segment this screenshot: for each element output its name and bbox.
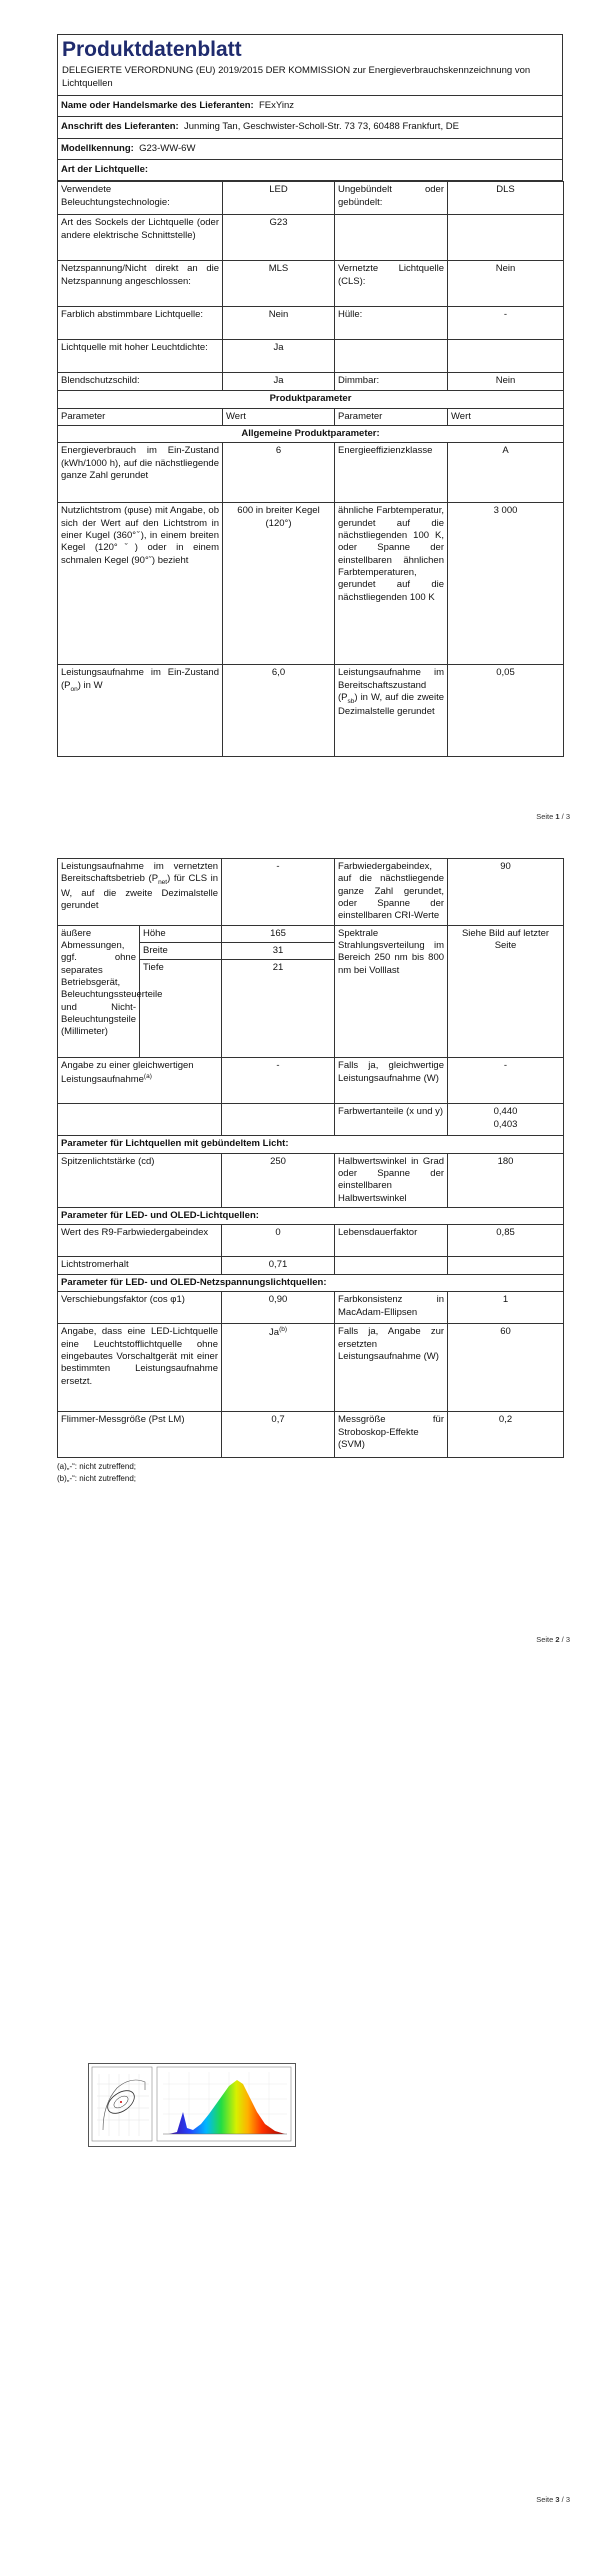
- supplier-name-value: FExYinz: [259, 99, 295, 111]
- supplier-address-label: Anschrift des Lieferanten:: [61, 121, 179, 133]
- page-number: Seite 2 / 3: [536, 1635, 570, 1644]
- lightsource-label: Art des Sockels der Lichtquelle (oder andere elektrische Schnittstelle): [58, 215, 223, 261]
- equiv-power-value: -: [448, 1058, 564, 1104]
- cri-value: 90: [448, 859, 564, 926]
- param-row: [58, 1153, 564, 1207]
- col-param-header: Parameter: [335, 408, 448, 425]
- param-row: [58, 1412, 564, 1458]
- lightsource-label: Ungebündelt oder gebündelt:: [335, 182, 448, 215]
- energy-use-label: Energieverbrauch im Ein-Zustand (kWh/1000 h), auf die nächstliegende ganze Zahl gerundet: [58, 443, 223, 503]
- spd-label: Spektrale Strahlungsverteilung im Bereich 250 nm bis 800 nm bei Volllast: [335, 925, 448, 1058]
- col-value-header: Wert: [448, 408, 564, 425]
- mains-heading-row: [58, 1274, 564, 1291]
- page-1: [57, 34, 563, 757]
- replace-power-label: Falls ja, Angabe zur ersetzten Leistungsaufnahme (W): [335, 1324, 448, 1412]
- param-row: [58, 1324, 564, 1412]
- param-row: [58, 665, 564, 757]
- page-number: Seite 3 / 3: [536, 2495, 570, 2504]
- lightsource-label: Farblich abstimmbare Lichtquelle:: [58, 307, 223, 340]
- lightsource-label: Verwendete Beleuchtungstechnologie:: [58, 182, 223, 215]
- lightsource-row: [58, 182, 564, 215]
- psb-value: 0,05: [448, 665, 564, 757]
- model-label: Modellkennung:: [61, 142, 134, 154]
- replace-label: Angabe, dass eine LED-Lichtquelle eine Leuchtstofflichtquelle ohne eingebautes Vorschaltgerät mit einer bestimmten Leistungsaufnahme ersetzt.: [58, 1324, 222, 1412]
- supplier-address-row: [58, 117, 563, 138]
- pon-value: 6,0: [223, 665, 335, 757]
- supplier-name-row: [58, 95, 563, 116]
- param-row: [58, 1292, 564, 1324]
- lightsource-value: [448, 215, 564, 261]
- dpf-value: 0,90: [222, 1292, 335, 1324]
- lightsource-row: [58, 307, 564, 340]
- psb-label: Leistungsaufnahme im Bereitschaftszustand $(P_{sb})$ in W, auf die zweite Dezimalstelle gerundet: [335, 665, 448, 757]
- flicker-label: Flimmer-Messgröße (Pst LM): [58, 1412, 222, 1458]
- supplier-address-value: Junming Tan, Geschwister-Scholl-Str. 73 73, 60488 Frankfurt, DE: [184, 121, 459, 133]
- equiv-label: Angabe zu einer gleichwertigen Leistungsaufnahme$^{(a)}$: [58, 1058, 222, 1104]
- lightsource-value: Nein: [448, 261, 564, 307]
- macadam-value: 1: [448, 1292, 564, 1324]
- param-row: [58, 443, 564, 503]
- replace-value: Ja$^{(b)}$: [222, 1324, 335, 1412]
- general-params-heading-row: [58, 425, 564, 442]
- cie-diagram-frame: [92, 2067, 152, 2141]
- peak-value: 250: [222, 1153, 335, 1207]
- page-number: Seite 1 / 3: [536, 812, 570, 821]
- lightsource-value: Nein: [448, 373, 564, 391]
- depth-value: 21: [222, 960, 335, 1058]
- cct-value: 3 000: [448, 503, 564, 665]
- model-value: G23-WW-6W: [139, 142, 196, 154]
- spd-value: Siehe Bild auf letzter Seite: [448, 925, 564, 1058]
- width-label: Breite: [140, 943, 222, 960]
- equiv-value: -: [222, 1058, 335, 1104]
- pnet-value: -: [222, 859, 335, 926]
- supplier-table: [57, 95, 563, 181]
- general-params-heading: Allgemeine Produktparameter:: [58, 425, 564, 442]
- footnote-a: (a)„-“: nicht zutreffend;: [57, 1462, 136, 1472]
- col-param-header: Parameter: [58, 408, 223, 425]
- lightsource-row: [58, 340, 564, 373]
- survival-label: Lebensdauerfaktor: [335, 1225, 448, 1257]
- r9-value: 0: [222, 1225, 335, 1257]
- lightsource-value: LED: [223, 182, 335, 215]
- led-heading-row: [58, 1208, 564, 1225]
- beam-label: Halbwertswinkel in Grad oder Spanne der einstellbaren Halbwertswinkel: [335, 1153, 448, 1207]
- title-box: [57, 34, 563, 95]
- lightsource-value: MLS: [223, 261, 335, 307]
- maint-value: 0,71: [222, 1257, 335, 1274]
- param-row: [58, 859, 564, 926]
- lightsource-row: [58, 215, 564, 261]
- pon-label: Leistungsaufnahme im Ein-Zustand $(P_{on})$ in W: [58, 665, 223, 757]
- lightsource-label: Netzspannung/Nicht direkt an die Netzspannung angeschlossen:: [58, 261, 223, 307]
- lightsource-value: Ja: [223, 340, 335, 373]
- product-params-heading-row: [58, 391, 564, 408]
- energy-class-label: Energieeffizienzklasse: [335, 443, 448, 503]
- spectrum-image: [88, 2063, 296, 2147]
- replace-power-value: 60: [448, 1324, 564, 1412]
- flux-value: 600 in breiter Kegel (120°): [223, 503, 335, 665]
- lightsource-type-heading: Art der Lichtquelle:: [58, 159, 563, 180]
- lightsource-label: [335, 340, 448, 373]
- dpf-label: Verschiebungsfaktor (cos φ1): [58, 1292, 222, 1324]
- energy-use-value: 6: [223, 443, 335, 503]
- lightsource-value: -: [448, 307, 564, 340]
- lightsource-value: [448, 340, 564, 373]
- param-row: [58, 503, 564, 665]
- lightsource-label: [335, 215, 448, 261]
- type-header-row: [58, 159, 563, 180]
- chroma-label: Farbwertanteile (x und y): [335, 1104, 448, 1136]
- cri-label: Farbwiedergabeindex, auf die nächstliegende ganze Zahl gerundet, oder Spanne der einstellbaren CRI-Werte: [335, 859, 448, 926]
- model-row: [58, 138, 563, 159]
- macadam-label: Farbkonsistenz in MacAdam-Ellipsen: [335, 1292, 448, 1324]
- footnote-b: (b)„-“: nicht zutreffend;: [57, 1474, 136, 1484]
- chroma-point: [120, 2101, 122, 2103]
- directional-heading: Parameter für Lichtquellen mit gebündeltem Licht:: [58, 1136, 564, 1153]
- mains-heading: Parameter für LED- und OLED-Netzspannungslichtquellen:: [58, 1274, 564, 1291]
- lightsource-label: Hülle:: [335, 307, 448, 340]
- supplier-name-label: Name oder Handelsmarke des Lieferanten:: [61, 99, 254, 111]
- page-2: [57, 858, 563, 1485]
- survival-value: 0,85: [448, 1225, 564, 1257]
- height-value: 165: [222, 925, 335, 942]
- lightsource-value: Ja: [223, 373, 335, 391]
- lightsource-value: DLS: [448, 182, 564, 215]
- params-table-continued: [57, 858, 564, 1458]
- beam-value: 180: [448, 1153, 564, 1207]
- lightsource-row: [58, 261, 564, 307]
- lightsource-label: Vernetzte Lichtquelle (CLS):: [335, 261, 448, 307]
- param-row: [58, 1058, 564, 1104]
- r9-label: Wert des R9-Farbwiedergabeindex: [58, 1225, 222, 1257]
- lightsource-value: Nein: [223, 307, 335, 340]
- svm-label: Messgröße für Stroboskop-Effekte (SVM): [335, 1412, 448, 1458]
- column-header-row: [58, 408, 564, 425]
- lightsource-label: Dimmbar:: [335, 373, 448, 391]
- peak-label: Spitzenlichtstärke (cd): [58, 1153, 222, 1207]
- height-label: Höhe: [140, 925, 222, 942]
- maint-label: Lichtstromerhalt: [58, 1257, 222, 1274]
- regulation-subtitle: DELEGIERTE VERORDNUNG (EU) 2019/2015 DER KOMMISSION zur Energieverbrauchskennzeichnung von Lichtquellen: [62, 65, 531, 90]
- chroma-value: 0,440 0,403: [448, 1104, 564, 1136]
- param-row: [58, 1104, 564, 1136]
- depth-label: Tiefe: [140, 960, 222, 1058]
- directional-heading-row: [58, 1136, 564, 1153]
- spectrum-figure: [89, 2064, 295, 2146]
- param-row: [58, 1225, 564, 1257]
- footnotes: [57, 1461, 563, 1485]
- product-params-heading: Produktparameter: [58, 391, 564, 408]
- width-value: 31: [222, 943, 335, 960]
- lightsource-label: Lichtquelle mit hoher Leuchtdichte:: [58, 340, 223, 373]
- flux-label: Nutzlichtstrom (φuse) mit Angabe, ob sich der Wert auf den Lichtstrom in einer Kugel (360°ˇ), in einem breiten Kegel (120°ˇ) oder in einem schmalen Kegel (90°ˇ) bezieht: [58, 503, 223, 665]
- param-row: [58, 925, 564, 942]
- pnet-label: Leistungsaufnahme im vernetzten Bereitschaftsbetrieb $(P_{net})$ für CLS in W, auf die zweite Dezimalstelle gerundet: [58, 859, 222, 926]
- dimensions-label: äußere Abmessungen, ggf. ohne separates Betriebsgerät, Beleuchtungssteuerteile und Nicht-Beleuchtungsteile (Millimeter): [58, 925, 140, 1058]
- flicker-value: 0,7: [222, 1412, 335, 1458]
- led-heading: Parameter für LED- und OLED-Lichtquellen:: [58, 1208, 564, 1225]
- lightsource-table: [57, 181, 564, 757]
- lightsource-row: [58, 373, 564, 391]
- param-row: [58, 1257, 564, 1274]
- col-value-header: Wert: [223, 408, 335, 425]
- lightsource-label: Blendschutzschild:: [58, 373, 223, 391]
- page-title: Produktdatenblatt: [62, 38, 242, 61]
- energy-class-value: A: [448, 443, 564, 503]
- cct-label: ähnliche Farbtemperatur, gerundet auf die nächstliegenden 100 K, oder Spanne der einstellbaren ähnlichen Farbtemperaturen, gerundet auf die nächstliegenden 100 K: [335, 503, 448, 665]
- equiv-power-label: Falls ja, gleichwertige Leistungsaufnahme (W): [335, 1058, 448, 1104]
- lightsource-value: G23: [223, 215, 335, 261]
- svm-value: 0,2: [448, 1412, 564, 1458]
